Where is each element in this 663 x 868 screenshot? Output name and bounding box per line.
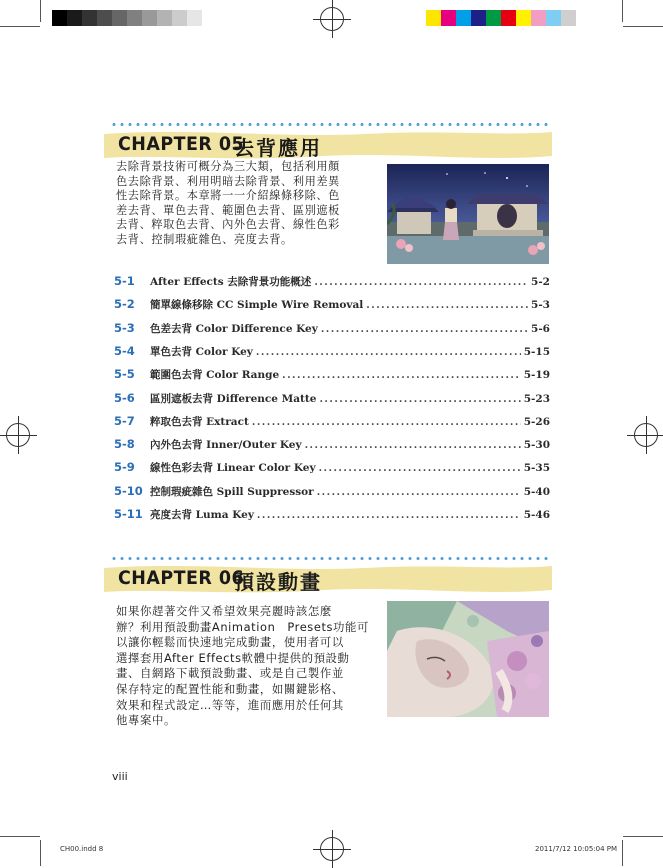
toc-entry[interactable] — [114, 507, 550, 523]
registration-mark — [320, 7, 344, 31]
toc-title: 簡單線條移除 CC Simple Wire Removal — [150, 299, 364, 312]
chapter05-label: CHAPTER 05 — [118, 133, 245, 155]
toc-dot-leader — [317, 487, 521, 498]
color-swatch — [561, 10, 576, 26]
intro-line: 以讓你輕鬆而快速地完成動畫，使用者可以 — [116, 635, 344, 650]
toc-page: 5-26 — [523, 415, 550, 428]
intro-line: 辦？利用預設動畫Animation Presets功能可 — [116, 619, 370, 634]
toc-entry[interactable] — [114, 460, 550, 476]
toc-number: 5-7 — [114, 413, 135, 428]
toc-dot-leader — [282, 370, 521, 381]
toc-entry[interactable] — [114, 367, 550, 383]
chapter06-illustration — [387, 601, 549, 717]
toc-entry[interactable] — [114, 391, 550, 407]
registration-mark — [6, 423, 30, 447]
crop-mark — [622, 0, 623, 22]
toc-number: 5-3 — [114, 320, 135, 335]
toc-title: 範圍色去背 Color Range — [150, 369, 280, 382]
color-swatch — [471, 10, 486, 26]
toc-page: 5-19 — [523, 369, 550, 382]
intro-line: 效果和程式設定…等等，進而應用於任何其 — [116, 697, 344, 712]
toc-entry[interactable] — [114, 437, 550, 453]
chapter06-title: 預設動畫 — [234, 570, 322, 594]
color-swatch — [456, 10, 471, 26]
toc-number: 5-2 — [114, 297, 135, 312]
toc-title: 內外色去背 Inner/Outer Key — [150, 439, 302, 452]
toc-number: 5-9 — [114, 460, 135, 475]
toc-page: 5-46 — [523, 509, 550, 521]
chapter05-title: 去背應用 — [234, 136, 322, 160]
toc-page: 5-3 — [531, 299, 550, 312]
toc-title: 亮度去背 Luma Key — [150, 509, 254, 521]
toc-number: 5-6 — [114, 390, 135, 405]
color-swatch — [546, 10, 561, 26]
banner-dots — [110, 122, 548, 127]
color-swatch — [187, 10, 202, 26]
toc-number: 5-10 — [114, 483, 143, 498]
toc-dot-leader — [314, 277, 528, 288]
toc-dot-leader — [305, 440, 521, 451]
toc-page: 5-15 — [523, 345, 550, 358]
toc-dot-leader — [256, 347, 521, 358]
registration-mark — [634, 423, 658, 447]
color-swatch — [82, 10, 97, 26]
toc-title: 線性色彩去背 Linear Color Key — [150, 462, 316, 475]
color-swatch — [441, 10, 456, 26]
page-number: viii — [112, 770, 128, 783]
toc-title: 區別遮板去背 Difference Matte — [150, 392, 317, 405]
toc-page: 5-40 — [523, 485, 550, 498]
color-swatch — [67, 10, 82, 26]
color-swatch — [531, 10, 546, 26]
toc-number: 5-4 — [114, 343, 135, 358]
toc-entry[interactable] — [114, 274, 550, 290]
intro-line: 如果你趕著交件又希望效果亮麗時該怎麼 — [116, 604, 332, 618]
toc-entry[interactable] — [114, 344, 550, 360]
banner-dots — [110, 556, 548, 561]
toc-page: 5-6 — [531, 322, 550, 335]
color-swatch — [142, 10, 157, 26]
color-swatch — [97, 10, 112, 26]
color-swatch — [426, 10, 441, 26]
color-swatch — [157, 10, 172, 26]
toc-dot-leader — [252, 417, 521, 428]
color-swatch — [52, 10, 67, 26]
color-swatch — [172, 10, 187, 26]
chapter05-banner — [104, 118, 552, 164]
registration-mark — [320, 837, 344, 861]
toc-page: 5-23 — [523, 392, 550, 405]
crop-mark — [0, 26, 40, 27]
toc-page: 5-2 — [531, 276, 550, 288]
toc-entry[interactable] — [114, 414, 550, 430]
toc-entry[interactable] — [114, 321, 550, 337]
chapter06-label: CHAPTER 06 — [118, 567, 245, 589]
toc-title: After Effects 去除背景功能概述 — [150, 276, 312, 288]
color-swatch — [112, 10, 127, 26]
crop-mark — [40, 0, 41, 22]
toc-dot-leader — [321, 324, 528, 335]
crop-mark — [623, 26, 663, 27]
toc-dot-leader — [319, 463, 521, 474]
intro-line: 畫、自網路下載預設動畫、或是自己製作並 — [116, 666, 344, 681]
intro-line: 色去除背景、利用明暗去除背景、利用差異 — [116, 174, 340, 188]
crop-mark — [40, 840, 41, 866]
slug-timestamp: 2011/7/12 10:05:04 PM — [535, 845, 618, 853]
crop-mark — [0, 836, 40, 837]
toc-title: 控制瑕疵雜色 Spill Suppressor — [150, 485, 314, 498]
intro-line: 性去除背景。本章將一一介紹線條移除、色 — [116, 189, 340, 203]
intro-line: 他專案中。 — [116, 713, 176, 728]
color-swatch — [516, 10, 531, 26]
intro-line: 選擇套用After Effects軟體中提供的預設動 — [116, 650, 350, 665]
toc-title: 色差去背 Color Difference Key — [150, 322, 318, 335]
intro-line: 去背、粹取色去背、內外色去背、線性色彩 — [116, 218, 340, 232]
toc-entry[interactable] — [114, 297, 550, 313]
intro-line: 差去背、單色去背、範圍色去背、區別遮板 — [116, 203, 340, 217]
toc-number: 5-1 — [114, 274, 135, 288]
chapter05-illustration — [387, 164, 549, 264]
color-swatch — [127, 10, 142, 26]
toc-page: 5-35 — [523, 462, 550, 475]
toc-number: 5-5 — [114, 367, 135, 382]
toc-number: 5-8 — [114, 437, 135, 452]
toc-number: 5-11 — [114, 507, 143, 521]
toc-dot-leader — [319, 394, 520, 405]
intro-line: 保存特定的配置性能和動畫，如關鍵影格、 — [116, 681, 344, 696]
color-swatch — [486, 10, 501, 26]
intro-line: 去除背景技術可概分為三大類，包括利用顏 — [116, 160, 340, 173]
crop-mark — [623, 836, 663, 837]
chapter05-intro — [116, 160, 340, 248]
color-swatch — [501, 10, 516, 26]
toc-title: 單色去背 Color Key — [150, 345, 253, 358]
toc-dot-leader — [257, 510, 521, 521]
toc-entry[interactable] — [114, 484, 550, 500]
crop-mark — [622, 840, 623, 866]
toc-page: 5-30 — [523, 439, 550, 452]
chapter06-intro — [116, 604, 369, 729]
toc-dot-leader — [366, 300, 528, 311]
slug-filename: CH00.indd 8 — [60, 845, 104, 853]
chapter06-banner — [104, 552, 552, 598]
toc-title: 粹取色去背 Extract — [150, 415, 249, 428]
intro-line: 去背、控制瑕疵雜色、亮度去背。 — [116, 232, 293, 246]
